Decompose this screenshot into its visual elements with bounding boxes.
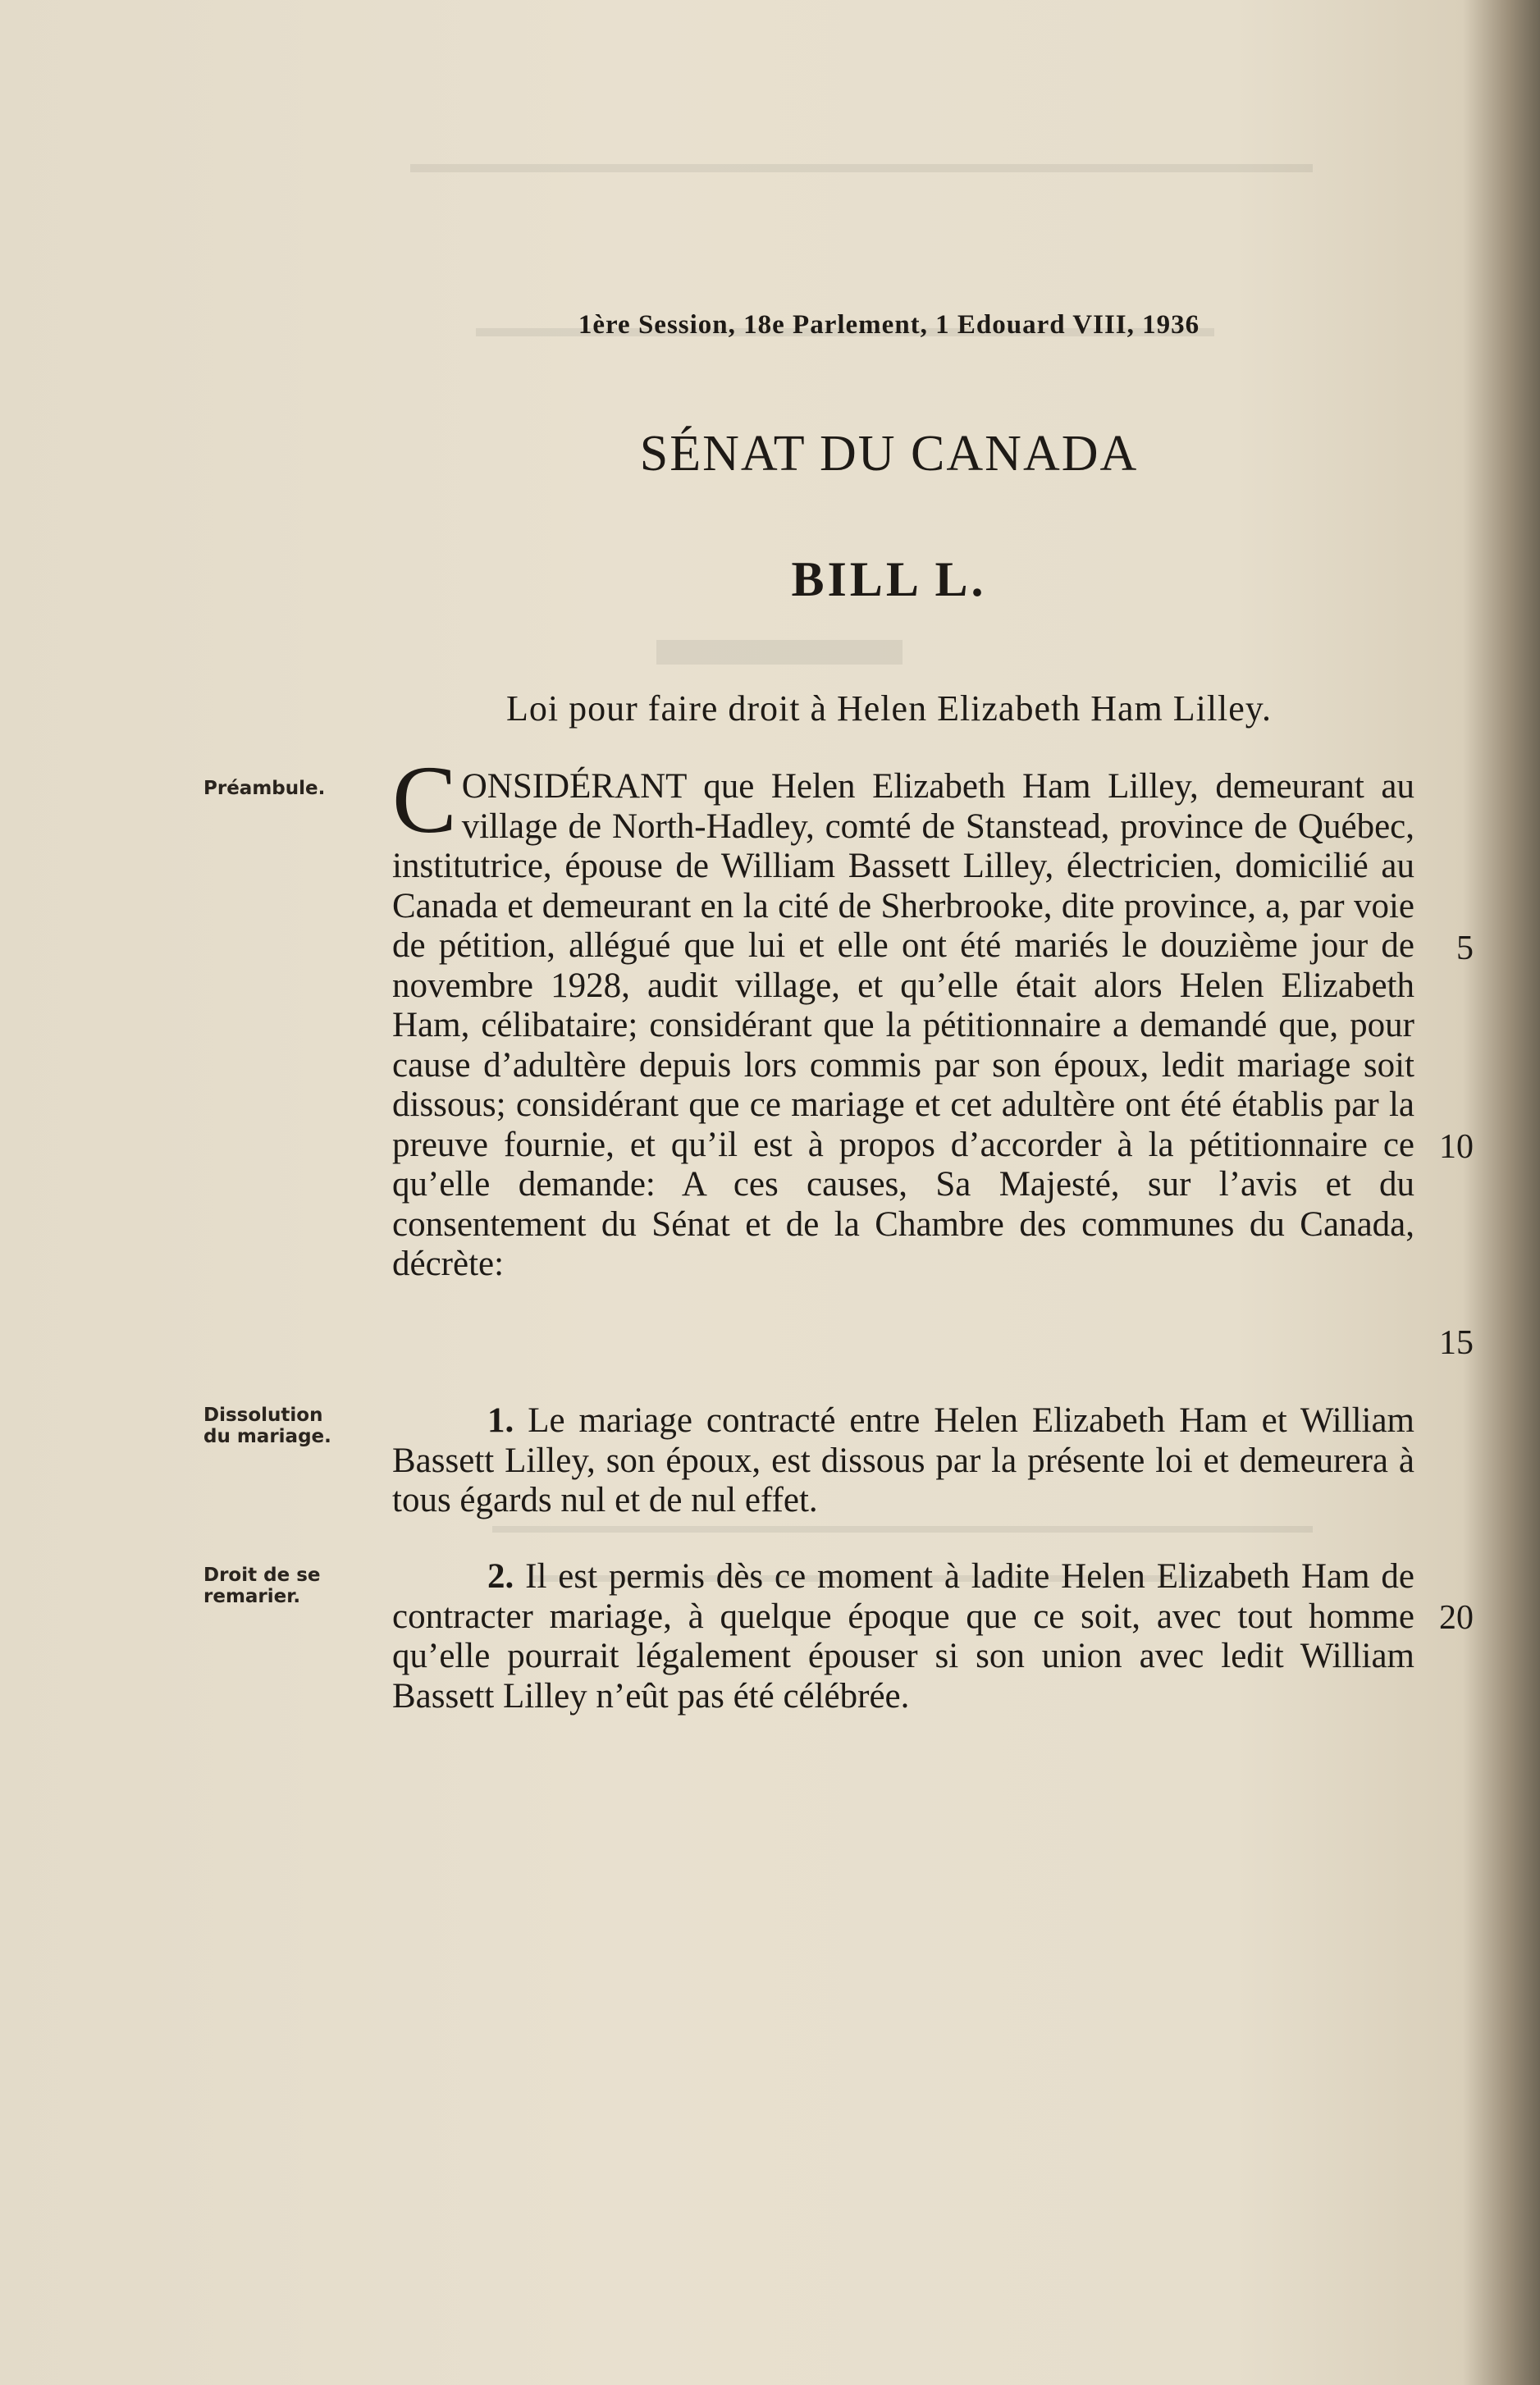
line-number-10: 10: [1439, 1128, 1474, 1166]
section-2: [392, 1557, 1414, 1716]
section-text: Il est permis dès ce moment à ladite Helen Elizabeth Ham de contracter mariage, à quelque époque que ce soit, avec tout homme qu’elle pourrait légalement épouser si son union avec ledit William Bassett Lilley n’eût pas été célébrée.: [392, 1557, 1414, 1716]
line-number-15: 15: [1439, 1324, 1474, 1362]
preamble-text: ONSIDÉRANT que Helen Elizabeth Ham Lilley, demeurant au village de North-Hadley, comté de Stanstead, province de Québec, institutrice, épouse de William Bassett Lilley, électricien, domicilié au Canada et demeurant en la cité de Sherbrooke, dite province, a, par voie de pétition, allégué que lui et elle ont été mariés le douzième jour de novembre 1928, audit village, et qu’elle était alors Helen Elizabeth Ham, célibataire; considérant que la pétitionnaire a demandé que, pour cause d’adultère depuis lors commis par son époux, ledit mariage soit dissous; considérant que ce mariage et cet adultère ont été établis par la preuve fournie, et qu’il est à propos d’accorder à la pétitionnaire ce qu’elle demande: A ces causes, Sa Majesté, sur l’avis et du consentement du Sénat et de la Chambre des communes du Canada, décrète:: [392, 767, 1414, 1283]
chamber-title: SÉNAT DU CANADA: [639, 426, 1139, 482]
session-header: 1ère Session, 18e Parlement, 1 Edouard VIII, 1936: [578, 310, 1200, 340]
section-number: 1.: [487, 1401, 514, 1440]
margin-note-preamble: Préambule.: [203, 778, 326, 799]
drop-cap: C: [392, 746, 457, 853]
section-1: [392, 1401, 1414, 1521]
bill-title: Loi pour faire droit à Helen Elizabeth Ham Lilley.: [506, 688, 1272, 729]
margin-note-remarry: Droit de se remarier.: [203, 1565, 321, 1607]
bill-number: BILL L.: [791, 552, 987, 606]
margin-note-dissolution: Dissolution du mariage.: [203, 1405, 331, 1447]
section-number: 2.: [487, 1557, 514, 1596]
line-number-20: 20: [1439, 1599, 1474, 1637]
line-number-5: 5: [1456, 930, 1474, 967]
preamble-paragraph: [392, 746, 1414, 1285]
section-text: Le mariage contracté entre Helen Elizabeth Ham et William Bassett Lilley, son époux, est dissous par la présente loi et demeurera à tous égards nul et de nul effet.: [392, 1401, 1415, 1519]
